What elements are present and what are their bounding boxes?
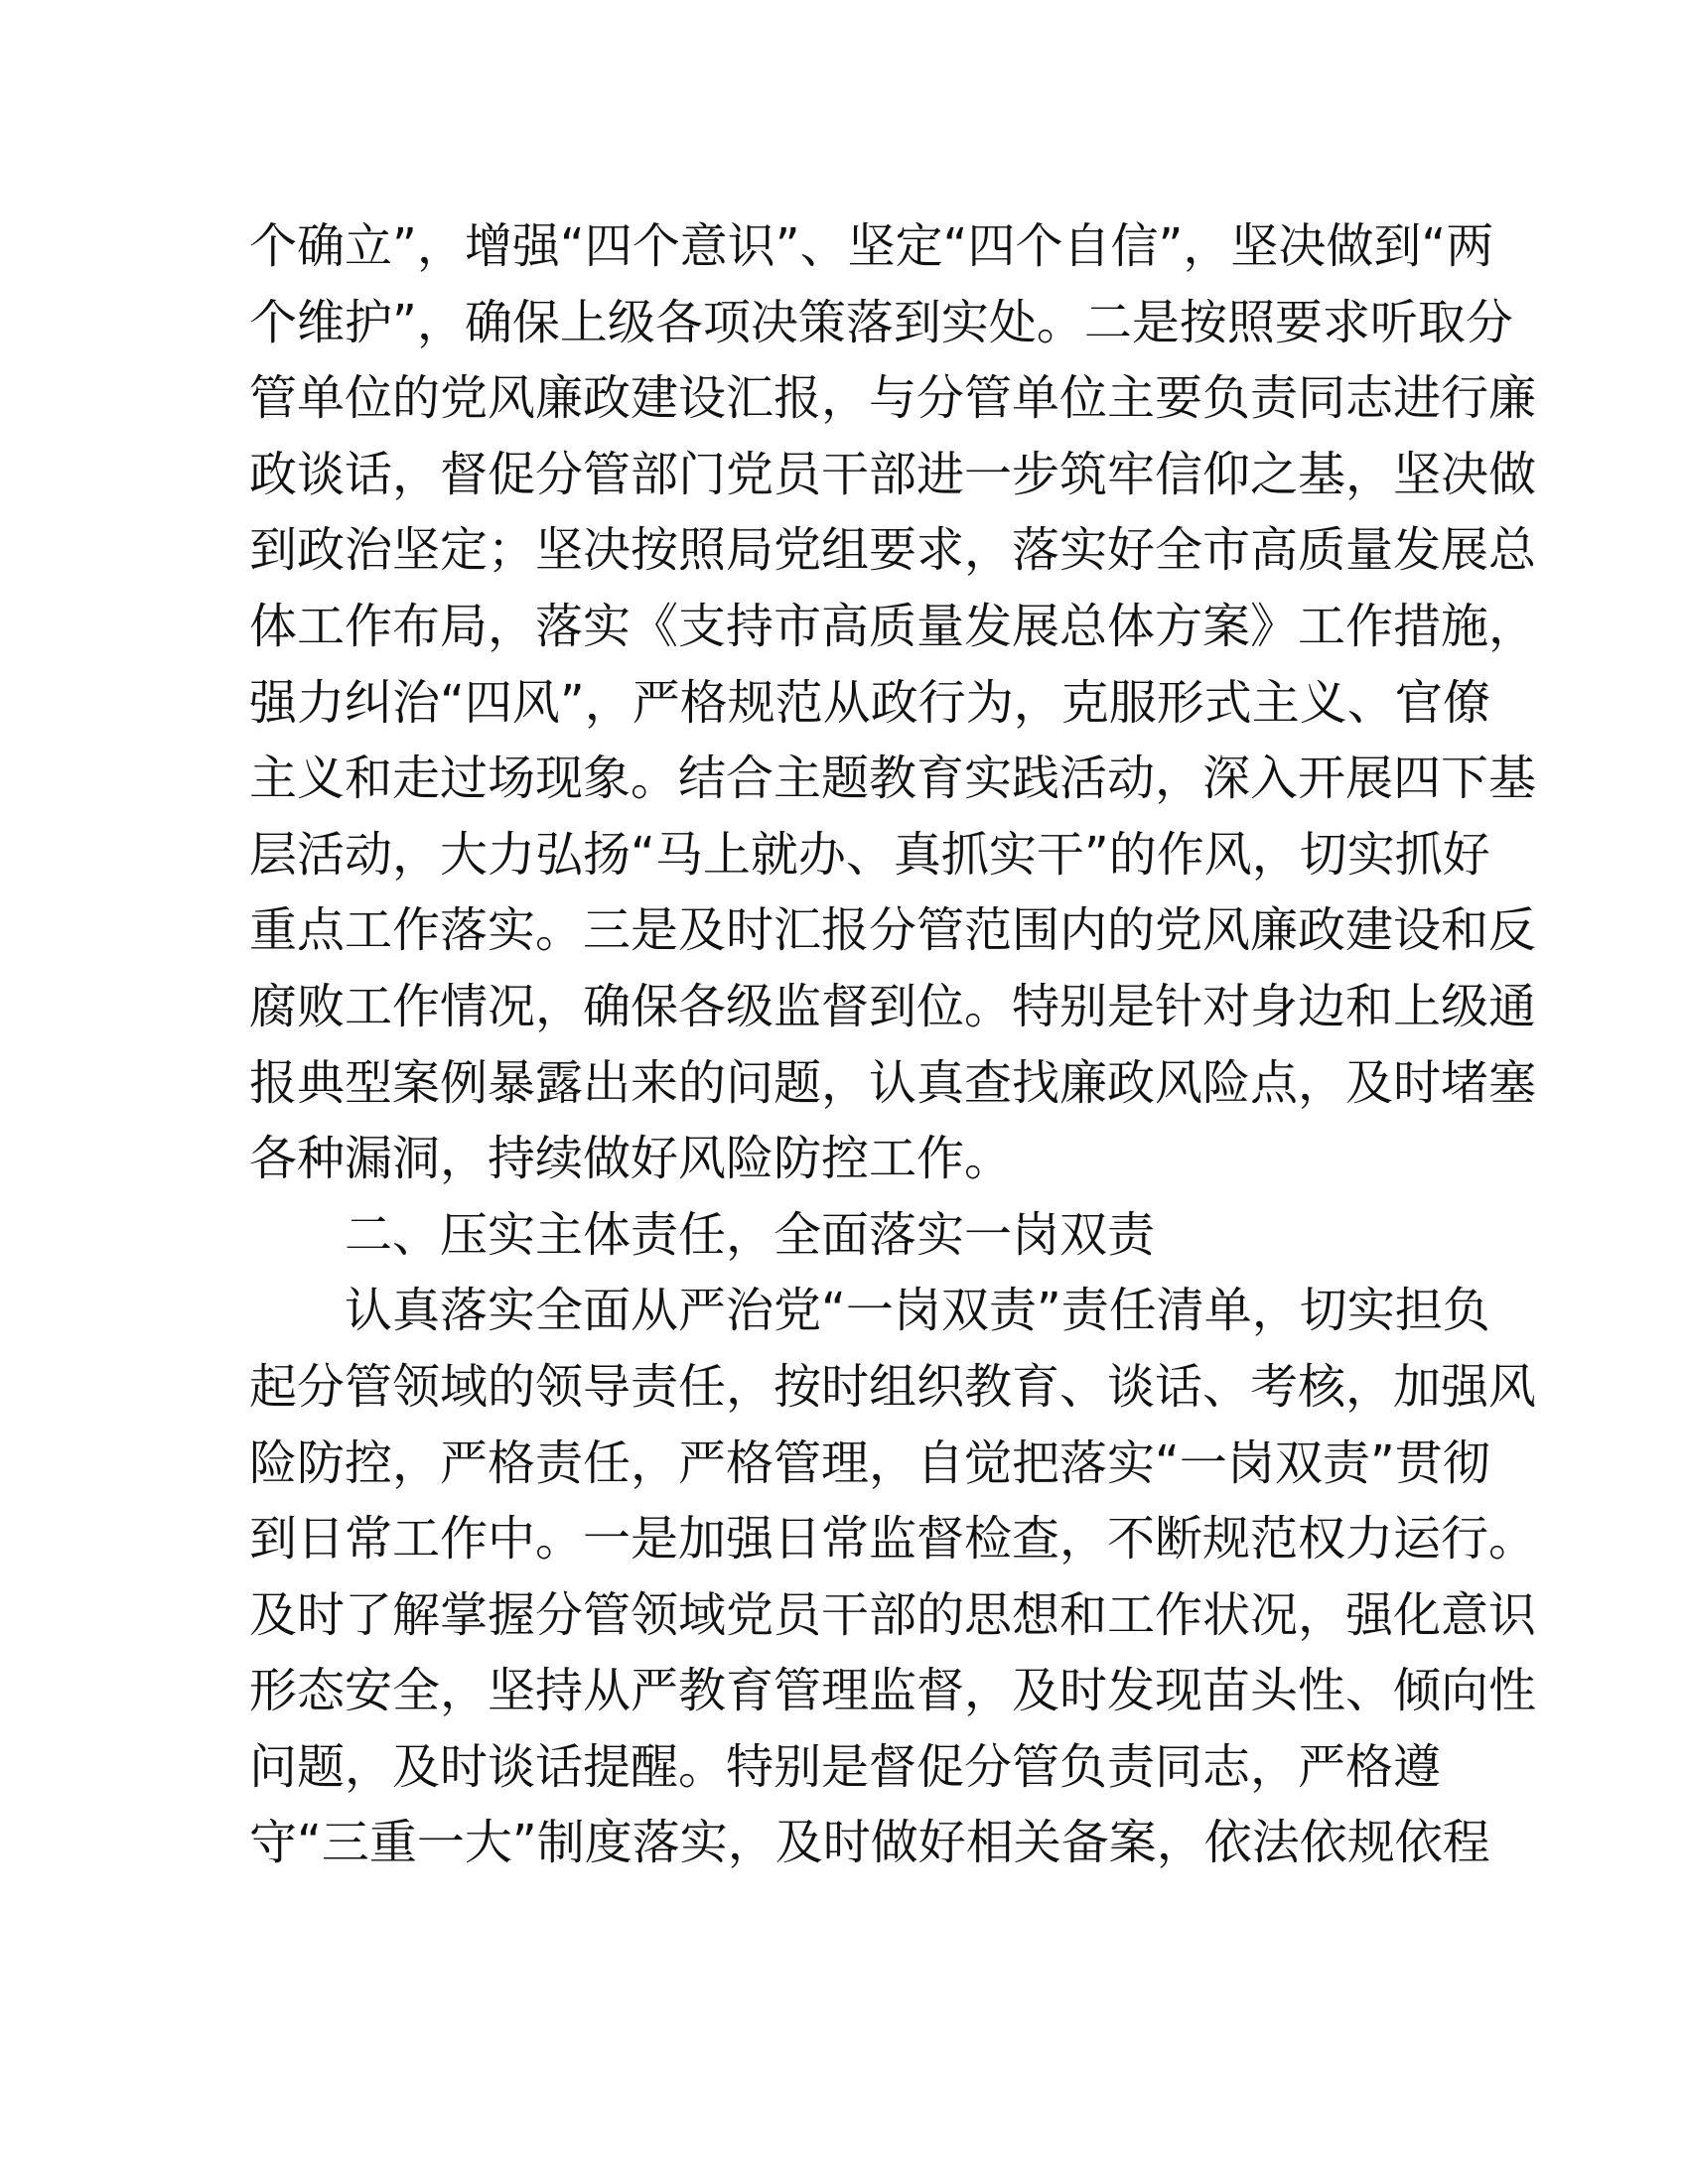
text-line: 到日常工作中。一是加强日常监督检查，不断规范权力运行。 bbox=[249, 1511, 1537, 1568]
text-line: 各种漏洞，持续做好风险防控工作。 bbox=[249, 1131, 1013, 1187]
text-line: 个维护”，确保上级各项决策落到实处。二是按照要求听取分 bbox=[249, 294, 1513, 350]
text-line: 形态安全，坚持从严教育管理监督，及时发现苗头性、倾向性 bbox=[249, 1663, 1537, 1719]
text-line: 报典型案例暴露出来的问题，认真查找廉政风险点，及时堵塞 bbox=[249, 1054, 1537, 1111]
text-line: 到政治坚定；坚决按照局党组要求，落实好全市高质量发展总 bbox=[249, 522, 1537, 579]
text-line: 政谈话，督促分管部门党员干部进一步筑牢信仰之基，坚决做 bbox=[249, 446, 1537, 502]
text-line: 问题，及时谈话提醒。特别是督促分管负责同志，严格遵 bbox=[249, 1738, 1442, 1795]
paragraph-first-line: 认真落实全面从严治党“一岗双责”责任清单，切实担负 bbox=[345, 1283, 1490, 1339]
body-text bbox=[249, 208, 1537, 1881]
text-line: 层活动，大力弘扬“马上就办、真抓实干”的作风，切实抓好 bbox=[249, 826, 1490, 883]
text-line: 主义和走过场现象。结合主题教育实践活动，深入开展四下基 bbox=[249, 751, 1537, 807]
section-heading: 二、压实主体责任，全面落实一岗双责 bbox=[345, 1206, 1156, 1263]
text-line: 个确立”，增强“四个意识”、坚定“四个自信”，坚决做到“两 bbox=[249, 218, 1494, 274]
text-line: 险防控，严格责任，严格管理，自觉把落实“一岗双责”贯彻 bbox=[249, 1434, 1490, 1491]
text-line: 腐败工作情况，确保各级监督到位。特别是针对身边和上级通 bbox=[249, 978, 1537, 1034]
text-line: 重点工作落实。三是及时汇报分管范围内的党风廉政建设和反 bbox=[249, 902, 1537, 959]
text-line: 体工作布局，落实《支持市高质量发展总体方案》工作措施， bbox=[249, 598, 1537, 654]
text-line: 及时了解掌握分管领域党员干部的思想和工作状况，强化意识 bbox=[249, 1586, 1537, 1643]
text-line: 守“三重一大”制度落实，及时做好相关备案，依法依规依程 bbox=[249, 1815, 1490, 1871]
text-line: 起分管领域的领导责任，按时组织教育、谈话、考核，加强风 bbox=[249, 1358, 1537, 1415]
text-line: 强力纠治“四风”，严格规范从政行为，克服形式主义、官僚 bbox=[249, 674, 1490, 731]
text-line: 管单位的党风廉政建设汇报，与分管单位主要负责同志进行廉 bbox=[249, 370, 1537, 427]
